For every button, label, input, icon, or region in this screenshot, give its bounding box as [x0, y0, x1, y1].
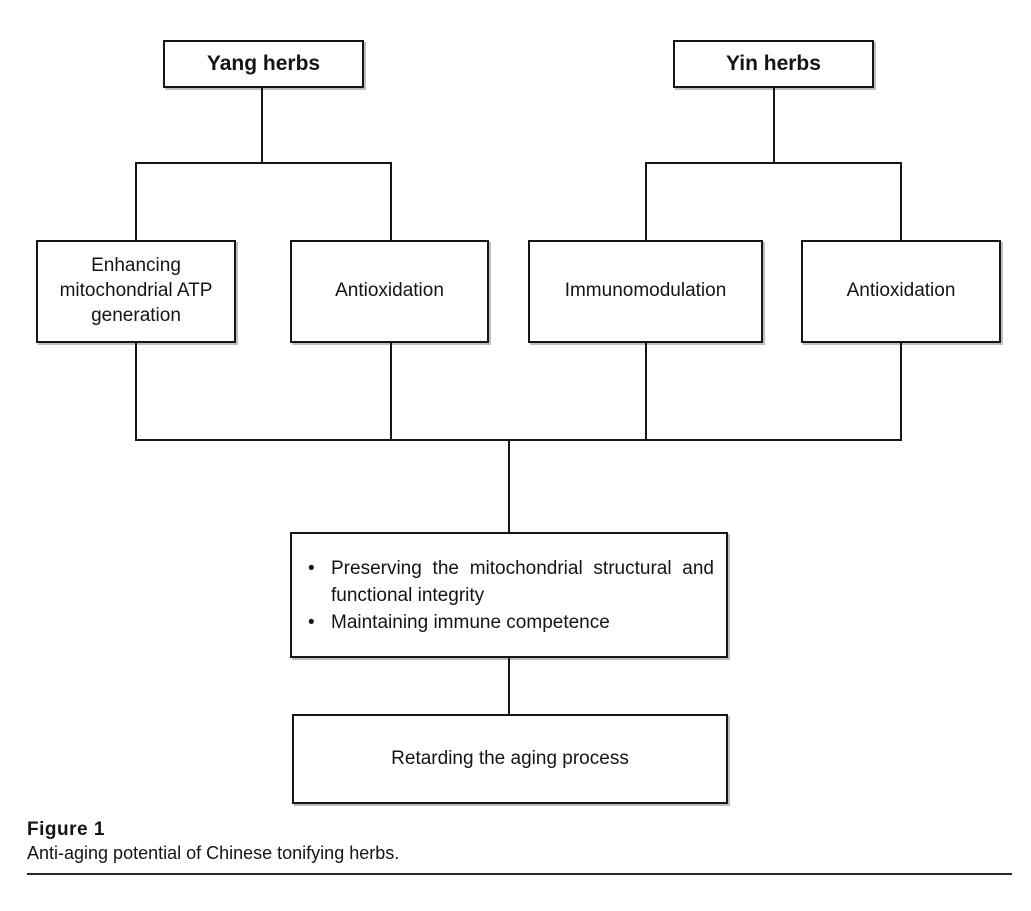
node-antioxidation-right: [801, 240, 1001, 343]
node-yin-herbs: [673, 40, 874, 88]
node-retarding-aging: [292, 714, 728, 804]
connector-below-immuno: [645, 343, 647, 441]
node-immunomodulation-label: Immunomodulation: [564, 280, 727, 302]
bullet-icon: •: [308, 557, 315, 579]
connector-yang-stem: [261, 88, 263, 164]
connector-drop-immuno: [645, 162, 647, 240]
connector-drop-atp: [135, 162, 137, 240]
connector-merge-bar: [135, 439, 902, 441]
node-retarding-aging-label: Retarding the aging process: [391, 747, 629, 769]
bullet-item-maintaining-label: Maintaining immune competence: [331, 611, 610, 633]
connector-center-stem-lower: [508, 658, 510, 714]
connector-yin-tbar: [645, 162, 902, 164]
bullet-item-preserving: [306, 555, 714, 609]
node-combined-effects: [290, 532, 728, 658]
connector-center-stem-upper: [508, 441, 510, 533]
bullet-icon: •: [308, 611, 315, 633]
connector-drop-antiox-left: [390, 162, 392, 240]
node-yang-herbs-label: Yang herbs: [206, 52, 321, 76]
figure-caption-title: Figure 1: [27, 819, 105, 840]
connector-drop-antiox-right: [900, 162, 902, 240]
node-enhancing-atp-label: Enhancing mitochondrial ATP generation: [59, 255, 213, 326]
node-antioxidation-left-label: Antioxidation: [335, 280, 444, 302]
node-yang-herbs: [163, 40, 364, 88]
caption-divider-rule: [27, 873, 1012, 875]
node-antioxidation-left: [290, 240, 489, 343]
connector-below-antiox-left: [390, 343, 392, 441]
bullet-item-maintaining: [306, 609, 714, 636]
bullet-item-preserving-label: Preserving the mitochondrial structural and functional integrity: [331, 557, 714, 606]
node-immunomodulation: [528, 240, 763, 343]
node-enhancing-atp: [36, 240, 236, 343]
connector-yang-tbar: [135, 162, 392, 164]
node-antioxidation-right-label: Antioxidation: [846, 280, 956, 302]
connector-below-atp: [135, 343, 137, 441]
connector-below-antiox-right: [900, 343, 902, 441]
node-yin-herbs-label: Yin herbs: [726, 52, 821, 76]
figure-caption-text: Anti-aging potential of Chinese tonifying herbs.: [27, 843, 400, 863]
connector-yin-stem: [773, 88, 775, 164]
